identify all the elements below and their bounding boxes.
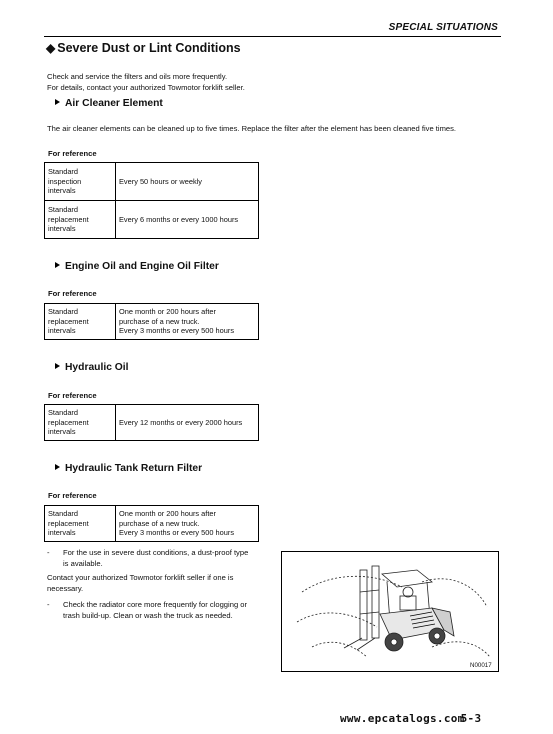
dash-bullet: - [47,548,50,557]
subsection-title: Air Cleaner Element [65,98,163,109]
section-title-text: Severe Dust or Lint Conditions [57,41,241,55]
label-line: Standard [48,167,78,177]
value-line: purchase of a new truck. [119,518,200,528]
value-line: One month or 200 hours after [119,509,216,519]
value-line: Every 3 months or every 500 hours [119,528,235,538]
value-line: One month or 200 hours after [119,307,216,317]
note-line: trash build-up. Clean or wash the truck as needed. [63,610,233,620]
table-label-cell [45,405,116,441]
watermark-url: www.epcatalogs.com [340,712,465,725]
triangle-bullet-icon [55,363,60,369]
engine-oil-table [44,303,259,340]
for-reference-label: For reference [48,491,97,500]
footer-watermark-line [340,712,481,725]
intro-line-2: For details, contact your authorized Towmotor forklift seller. [47,83,245,92]
dash-bullet: - [47,600,50,609]
subsection-hydraulic-oil [55,362,129,373]
for-reference-label: For reference [48,289,97,298]
label-line: intervals [48,427,76,437]
label-line: Standard [48,509,78,519]
intro-line-1: Check and service the filters and oils more frequently. [47,72,228,81]
table-value-cell [116,304,259,340]
subsection-engine-oil [55,261,219,272]
air-cleaner-description: The air cleaner elements can be cleaned up to five times. Replace the filter after the element has been cleaned five times. [47,124,457,133]
for-reference-label: For reference [48,149,97,158]
note-line: is available. [63,558,103,568]
table-row [45,304,259,340]
table-row [45,201,259,239]
subsection-hydraulic-filter [55,463,202,474]
hydraulic-oil-table [44,404,259,441]
section-title [46,41,241,55]
table-label-cell [45,506,116,542]
forklift-icon [282,552,498,671]
forklift-dust-illustration [281,551,499,672]
note-contact [47,573,264,594]
note-line: For the use in severe dust conditions, a dust-proof type [63,548,249,557]
table-value-cell: Every 6 months or every 1000 hours [116,201,259,239]
note-dust-proof [47,548,264,569]
air-cleaner-table [44,162,259,239]
header-rule [44,36,501,37]
label-line: Standard [48,408,78,418]
for-reference-label: For reference [48,391,97,400]
label-line: replacement [48,417,89,427]
triangle-bullet-icon [55,99,60,105]
figure-code: N00017 [470,662,492,669]
label-line: intervals [48,224,76,234]
table-row [45,405,259,441]
subsection-title: Engine Oil and Engine Oil Filter [65,261,219,272]
note-radiator [47,600,264,621]
triangle-bullet-icon [55,464,60,470]
label-line: intervals [48,326,76,336]
note-line: necessary. [47,583,84,593]
triangle-bullet-icon [55,262,60,268]
table-value-cell [116,506,259,542]
note-line: Contact your authorized Towmotor forklift seller if one is [47,573,234,582]
value-line: Every 3 months or every 500 hours [119,326,235,336]
value-line: purchase of a new truck. [119,316,200,326]
label-line: inspection [48,176,82,186]
page-number: 5-3 [460,712,482,725]
running-header: SPECIAL SITUATIONS [388,22,498,33]
label-line: Standard [48,307,78,317]
label-line: replacement [48,518,89,528]
label-line: intervals [48,186,76,196]
note-line: Check the radiator core more frequently for clogging or [63,600,248,609]
label-line: Standard [48,205,78,215]
label-line: replacement [48,316,89,326]
label-line: replacement [48,214,89,224]
subsection-title: Hydraulic Oil [65,362,129,373]
label-line: intervals [48,528,76,538]
table-label-cell [45,163,116,201]
intro-paragraph [47,71,245,93]
table-label-cell [45,304,116,340]
table-value-cell: Every 12 months or every 2000 hours [116,405,259,441]
table-value-cell: Every 50 hours or weekly [116,163,259,201]
subsection-air-cleaner [55,98,163,109]
subsection-title: Hydraulic Tank Return Filter [65,463,203,474]
table-row [45,163,259,201]
hydraulic-filter-table [44,505,259,542]
table-label-cell [45,201,116,239]
table-row [45,506,259,542]
diamond-bullet-icon: ◆ [46,41,56,55]
